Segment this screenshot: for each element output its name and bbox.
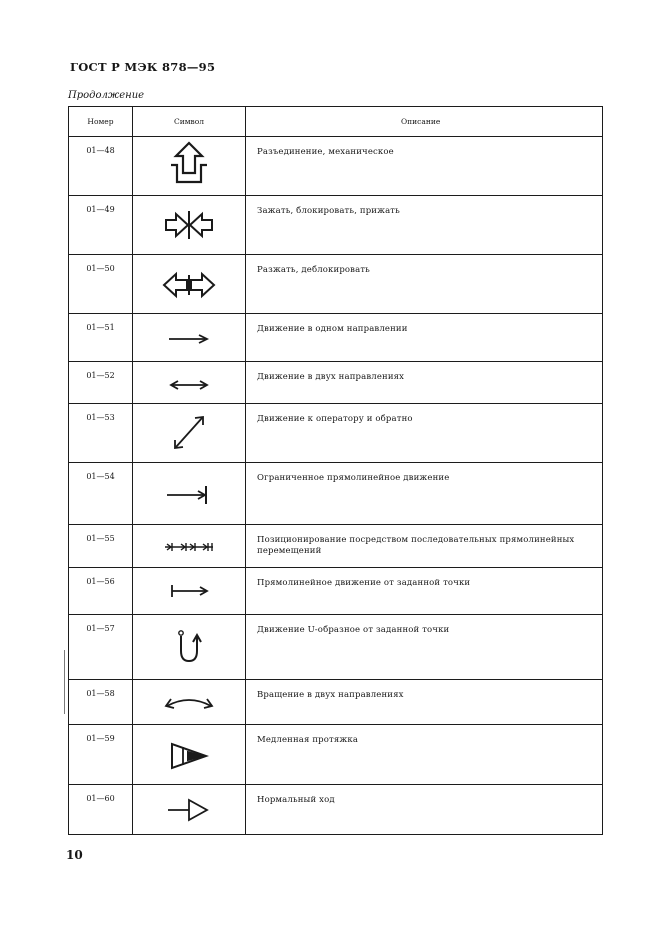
table-row bbox=[69, 314, 603, 362]
arrow-right-icon bbox=[159, 314, 219, 360]
clamp-icon bbox=[159, 196, 219, 251]
symbol-cell bbox=[133, 314, 246, 362]
table-row bbox=[69, 255, 603, 314]
table-row bbox=[69, 568, 603, 615]
symbol-cell bbox=[133, 196, 246, 255]
u-shaped-motion-icon bbox=[159, 615, 219, 677]
margin-mark bbox=[64, 650, 65, 714]
symbol-cell bbox=[133, 137, 246, 196]
row-number: 01—52 bbox=[69, 362, 133, 404]
table-header-row bbox=[69, 107, 603, 137]
column-header-number: Номер bbox=[69, 107, 133, 137]
symbol-cell bbox=[133, 404, 246, 463]
symbol-cell bbox=[133, 525, 246, 568]
table-row bbox=[69, 785, 603, 835]
table-row bbox=[69, 362, 603, 404]
row-description: Движение к оператору и обратно bbox=[246, 404, 603, 463]
symbol-cell bbox=[133, 615, 246, 680]
row-number: 01—55 bbox=[69, 525, 133, 568]
page-number: 10 bbox=[66, 848, 83, 862]
row-description: Прямолинейное движение от заданной точки bbox=[246, 568, 603, 615]
row-description: Движение в двух направлениях bbox=[246, 362, 603, 404]
table-row bbox=[69, 463, 603, 525]
row-description: Нормальный ход bbox=[246, 785, 603, 835]
symbol-cell bbox=[133, 680, 246, 725]
symbol-cell bbox=[133, 255, 246, 314]
table-row bbox=[69, 196, 603, 255]
continuation-label: Продолжение bbox=[68, 90, 145, 101]
document-header: ГОСТ Р МЭК 878—95 bbox=[70, 60, 216, 74]
table-row bbox=[69, 137, 603, 196]
row-description: Разъединение, механическое bbox=[246, 137, 603, 196]
arrow-from-point-icon bbox=[159, 568, 219, 613]
row-number: 01—51 bbox=[69, 314, 133, 362]
row-description: Вращение в двух направлениях bbox=[246, 680, 603, 725]
row-number: 01—60 bbox=[69, 785, 133, 835]
symbol-cell bbox=[133, 725, 246, 785]
table-row bbox=[69, 404, 603, 463]
symbol-cell bbox=[133, 362, 246, 404]
table-row bbox=[69, 725, 603, 785]
row-number: 01—59 bbox=[69, 725, 133, 785]
column-header-symbol: Символ bbox=[133, 107, 246, 137]
row-number: 01—53 bbox=[69, 404, 133, 463]
arrow-to-stop-icon bbox=[159, 463, 219, 523]
row-description: Движение в одном направлении bbox=[246, 314, 603, 362]
column-header-description: Описание bbox=[246, 107, 603, 137]
row-number: 01—48 bbox=[69, 137, 133, 196]
separation-icon bbox=[159, 137, 219, 192]
diagonal-double-arrow-icon bbox=[159, 404, 219, 461]
symbol-cell bbox=[133, 568, 246, 615]
symbol-cell bbox=[133, 463, 246, 525]
stepwise-positioning-icon bbox=[159, 525, 219, 566]
symbols-table bbox=[68, 106, 603, 835]
double-arrow-icon bbox=[159, 362, 219, 402]
row-description: Медленная протяжка bbox=[246, 725, 603, 785]
table-row bbox=[69, 680, 603, 725]
table-row bbox=[69, 525, 603, 568]
row-number: 01—57 bbox=[69, 615, 133, 680]
row-description: Разжать, деблокировать bbox=[246, 255, 603, 314]
symbol-cell bbox=[133, 785, 246, 835]
row-description: Позиционирование посредством последовательных прямолинейных перемещений bbox=[246, 525, 603, 568]
slow-feed-icon bbox=[159, 725, 219, 783]
row-number: 01—54 bbox=[69, 463, 133, 525]
row-description: Зажать, блокировать, прижать bbox=[246, 196, 603, 255]
row-number: 01—49 bbox=[69, 196, 133, 255]
table-row bbox=[69, 615, 603, 680]
row-description: Ограниченное прямолинейное движение bbox=[246, 463, 603, 525]
row-description: Движение U-образное от заданной точки bbox=[246, 615, 603, 680]
row-number: 01—56 bbox=[69, 568, 133, 615]
unclamp-icon bbox=[159, 255, 219, 310]
normal-run-icon bbox=[159, 785, 219, 833]
curved-double-arrow-icon bbox=[159, 680, 219, 723]
row-number: 01—50 bbox=[69, 255, 133, 314]
row-number: 01—58 bbox=[69, 680, 133, 725]
